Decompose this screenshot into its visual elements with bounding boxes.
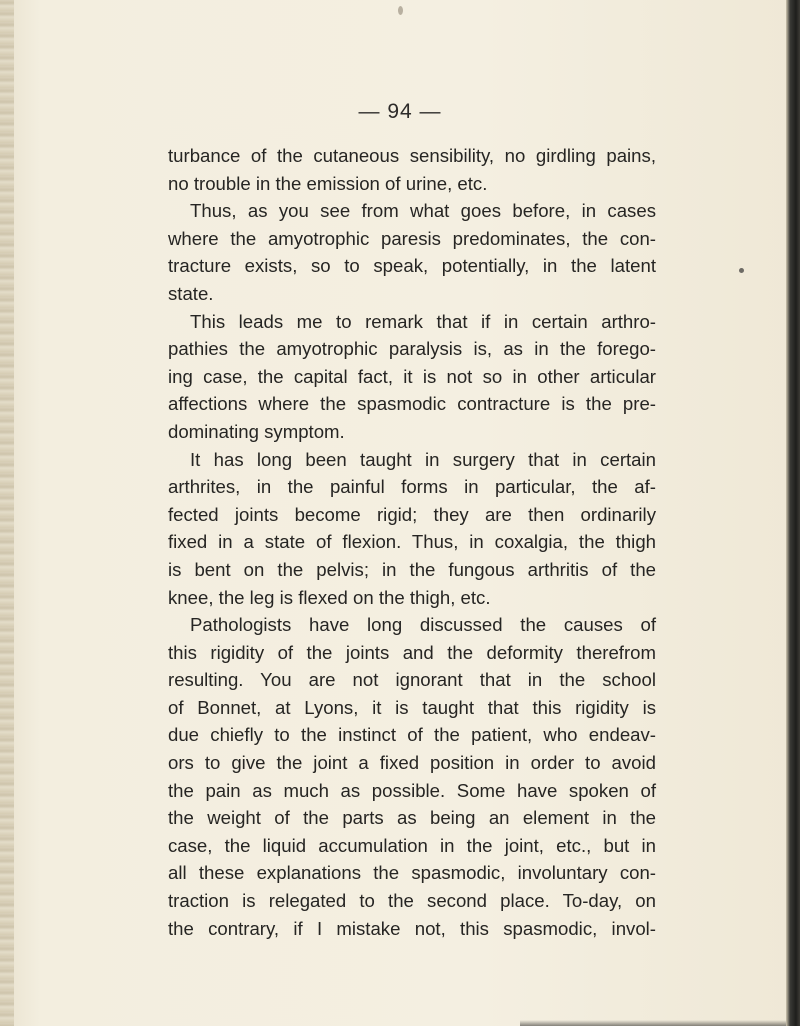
text-line: ing case, the capital fact, it is not so in other articular	[168, 365, 656, 387]
text-line: Pathologists have long discussed the causes of	[190, 614, 656, 636]
text-line: This leads me to remark that if in certain arthro-	[190, 310, 656, 332]
text-line: knee, the leg is flexed on the thigh, etc.	[168, 586, 491, 608]
page-edge-shadow	[786, 0, 800, 1026]
text-line: due chiefly to the instinct of the patient, who endeav-	[168, 724, 656, 746]
text-line: ors to give the joint a fixed position in order to avoid	[168, 752, 656, 774]
paper-speck	[398, 6, 403, 15]
bottom-edge-shadow	[520, 1020, 786, 1026]
text-line: where the amyotrophic paresis predominates, the con-	[168, 227, 656, 249]
paper-speck	[739, 268, 744, 273]
text-line: traction is relegated to the second place. To-day, on	[168, 890, 656, 912]
text-line: case, the liquid accumulation in the joint, etc., but in	[168, 834, 656, 856]
text-line: pathies the amyotrophic paralysis is, as in the forego-	[168, 338, 656, 360]
text-line: affections where the spasmodic contracture is the pre-	[168, 393, 656, 415]
text-line: the contrary, if I mistake not, this spasmodic, invol-	[168, 917, 656, 939]
text-line: It has long been taught in surgery that in certain	[190, 448, 656, 470]
text-line: fected joints become rigid; they are then ordinarily	[168, 503, 656, 525]
text-line: all these explanations the spasmodic, involuntary con-	[168, 862, 656, 884]
text-line: the pain as much as possible. Some have spoken of	[168, 779, 656, 801]
text-line: the weight of the parts as being an element in the	[168, 807, 656, 829]
text-line: this rigidity of the joints and the deformity therefrom	[168, 641, 656, 663]
text-line: turbance of the cutaneous sensibility, no girdling pains,	[168, 145, 656, 166]
text-line: Thus, as you see from what goes before, in cases	[190, 200, 656, 222]
text-line: dominating symptom.	[168, 420, 345, 442]
text-line: fixed in a state of flexion. Thus, in coxalgia, the thigh	[168, 531, 656, 553]
text-line: arthrites, in the painful forms in particular, the af-	[168, 476, 656, 498]
text-line: no trouble in the emission of urine, etc.	[168, 172, 488, 194]
body-text	[168, 142, 656, 942]
text-line: resulting. You are not ignorant that in the school	[168, 669, 656, 691]
text-line: of Bonnet, at Lyons, it is taught that this rigidity is	[168, 696, 656, 718]
text-line: state.	[168, 282, 214, 304]
text-line: is bent on the pelvis; in the fungous arthritis of the	[168, 558, 656, 580]
page-number: — 94 —	[358, 100, 442, 123]
text-line: tracture exists, so to speak, potentially, in the latent	[168, 255, 656, 277]
binding-edge	[0, 0, 14, 1026]
